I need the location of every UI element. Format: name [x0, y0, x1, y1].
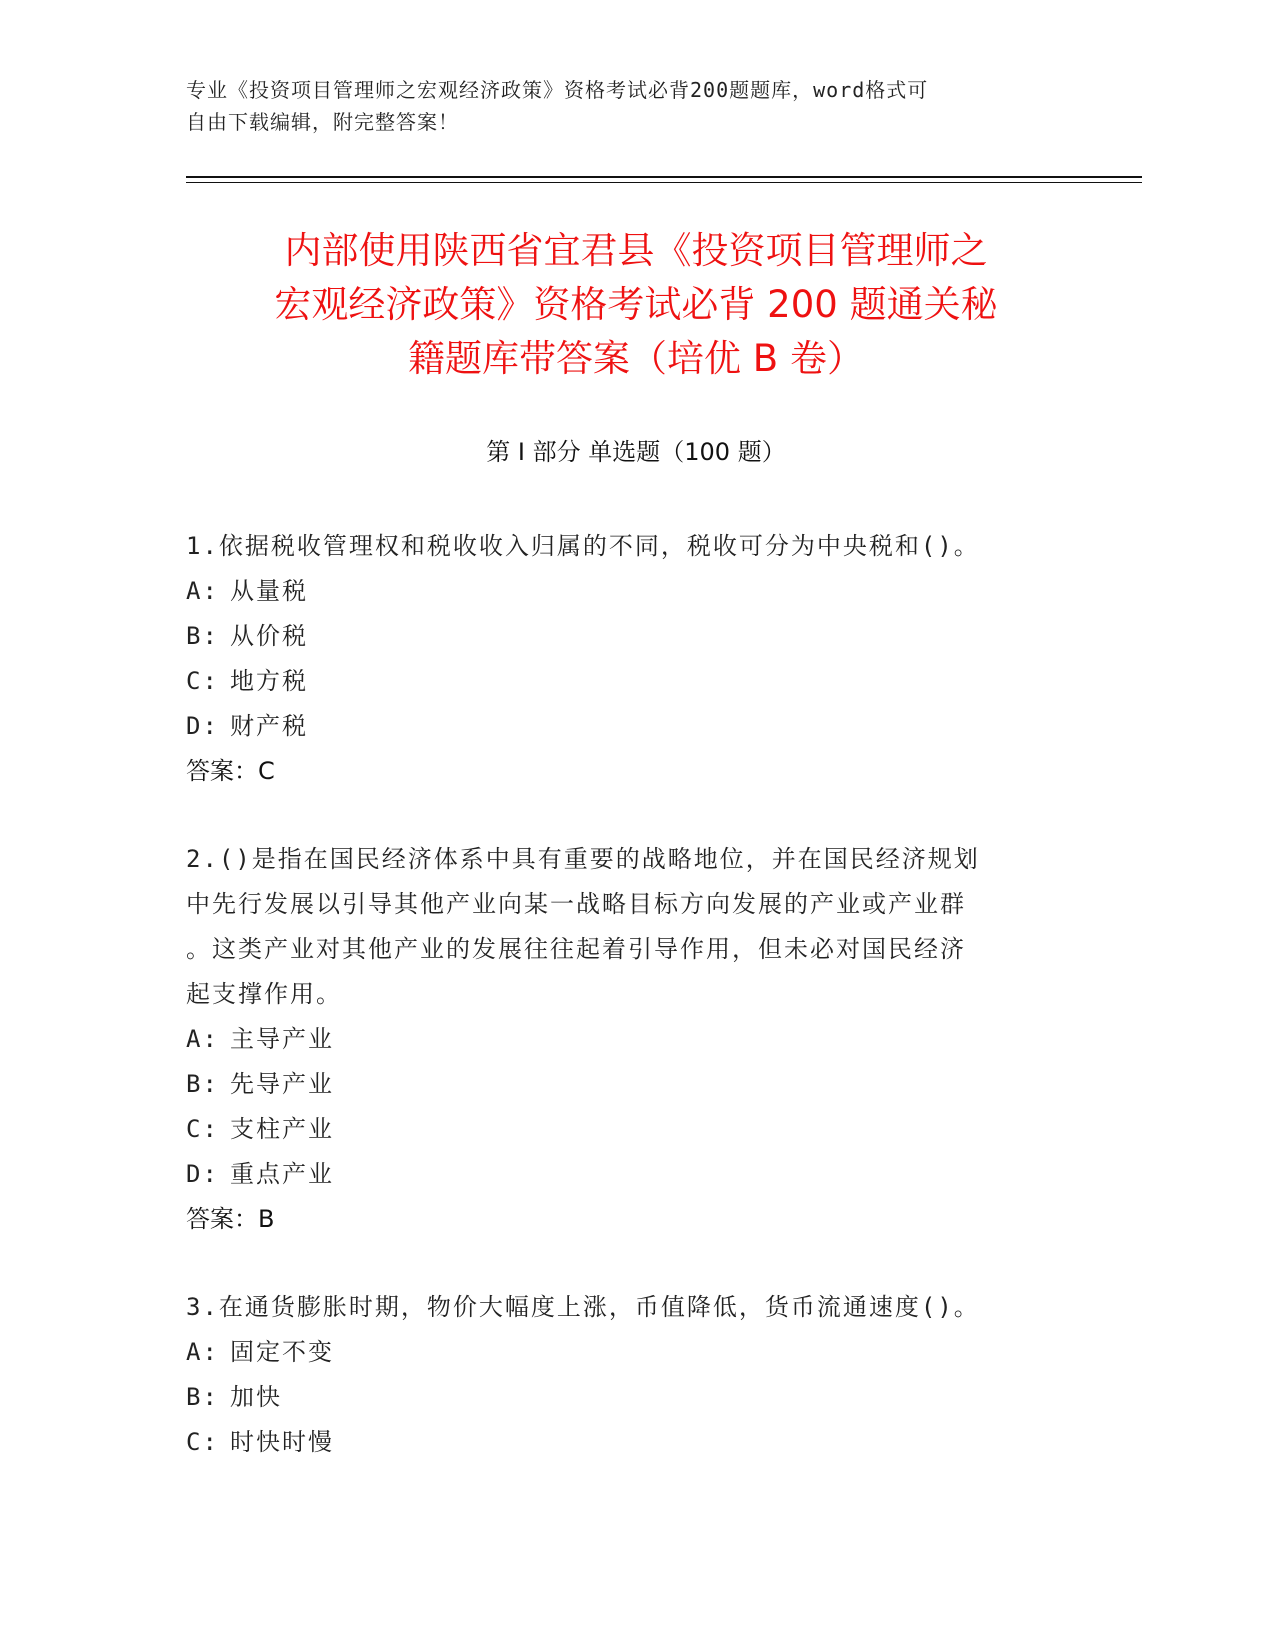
option-key: C: — [186, 667, 219, 695]
question-option — [186, 1107, 1066, 1152]
option-text: 先导产业 — [230, 1070, 334, 1098]
document-title — [186, 224, 1086, 386]
question-option — [186, 1420, 1066, 1465]
option-text: 从价税 — [230, 622, 308, 650]
title-line: 内部使用陕西省宜君县《投资项目管理师之 — [284, 229, 988, 272]
option-text: 主导产业 — [230, 1025, 334, 1053]
option-text: 从量税 — [230, 577, 308, 605]
question-stem: 1.依据税收管理权和税收收入归属的不同，税收可分为中央税和()。 — [186, 532, 980, 560]
question-option — [186, 614, 1066, 659]
question-answer: 答案：B — [186, 1205, 275, 1233]
option-key: C: — [186, 1115, 219, 1143]
title-line: 籍题库带答案（培优 B 卷） — [408, 337, 864, 380]
header-note — [186, 74, 1066, 138]
question-option — [186, 1062, 1066, 1107]
option-key: C: — [186, 1428, 219, 1456]
option-text: 地方税 — [230, 667, 308, 695]
option-text: 固定不变 — [230, 1338, 334, 1366]
question-stem: 2.()是指在国民经济体系中具有重要的战略地位，并在国民经济规划 — [186, 845, 980, 873]
question-list — [186, 524, 1066, 1508]
question-option — [186, 1330, 1066, 1375]
question-item — [186, 524, 1066, 794]
question-option — [186, 569, 1066, 614]
option-text: 支柱产业 — [230, 1115, 334, 1143]
question-stem: 起支撑作用。 — [186, 980, 342, 1008]
question-answer: 答案：C — [186, 757, 275, 785]
question-option — [186, 1017, 1066, 1062]
option-text: 加快 — [230, 1383, 282, 1411]
header-note-line: 自由下载编辑，附完整答案！ — [186, 110, 459, 134]
question-item — [186, 837, 1066, 1242]
option-key: B: — [186, 1383, 219, 1411]
header-rule-thin — [186, 182, 1142, 183]
question-stem: 3.在通货膨胀时期，物价大幅度上涨，币值降低，货币流通速度()。 — [186, 1293, 980, 1321]
title-line: 宏观经济政策》资格考试必背 200 题通关秘 — [274, 283, 998, 326]
option-key: D: — [186, 712, 219, 740]
question-item — [186, 1285, 1066, 1465]
question-option — [186, 704, 1066, 749]
question-stem: 。这类产业对其他产业的发展往往起着引导作用，但未必对国民经济 — [186, 935, 966, 963]
header-rule-thick — [186, 176, 1142, 178]
option-key: A: — [186, 1025, 219, 1053]
option-key: A: — [186, 577, 219, 605]
question-option — [186, 1152, 1066, 1197]
option-text: 财产税 — [230, 712, 308, 740]
header-note-line: 专业《投资项目管理师之宏观经济政策》资格考试必背200题题库，word格式可 — [186, 78, 929, 102]
option-key: D: — [186, 1160, 219, 1188]
question-option — [186, 1375, 1066, 1420]
question-option — [186, 659, 1066, 704]
option-key: B: — [186, 1070, 219, 1098]
question-stem: 中先行发展以引导其他产业向某一战略目标方向发展的产业或产业群 — [186, 890, 966, 918]
option-key: B: — [186, 622, 219, 650]
option-text: 时快时慢 — [230, 1428, 334, 1456]
option-text: 重点产业 — [230, 1160, 334, 1188]
option-key: A: — [186, 1338, 219, 1366]
section-title: 第 I 部分 单选题（100 题） — [486, 438, 786, 466]
